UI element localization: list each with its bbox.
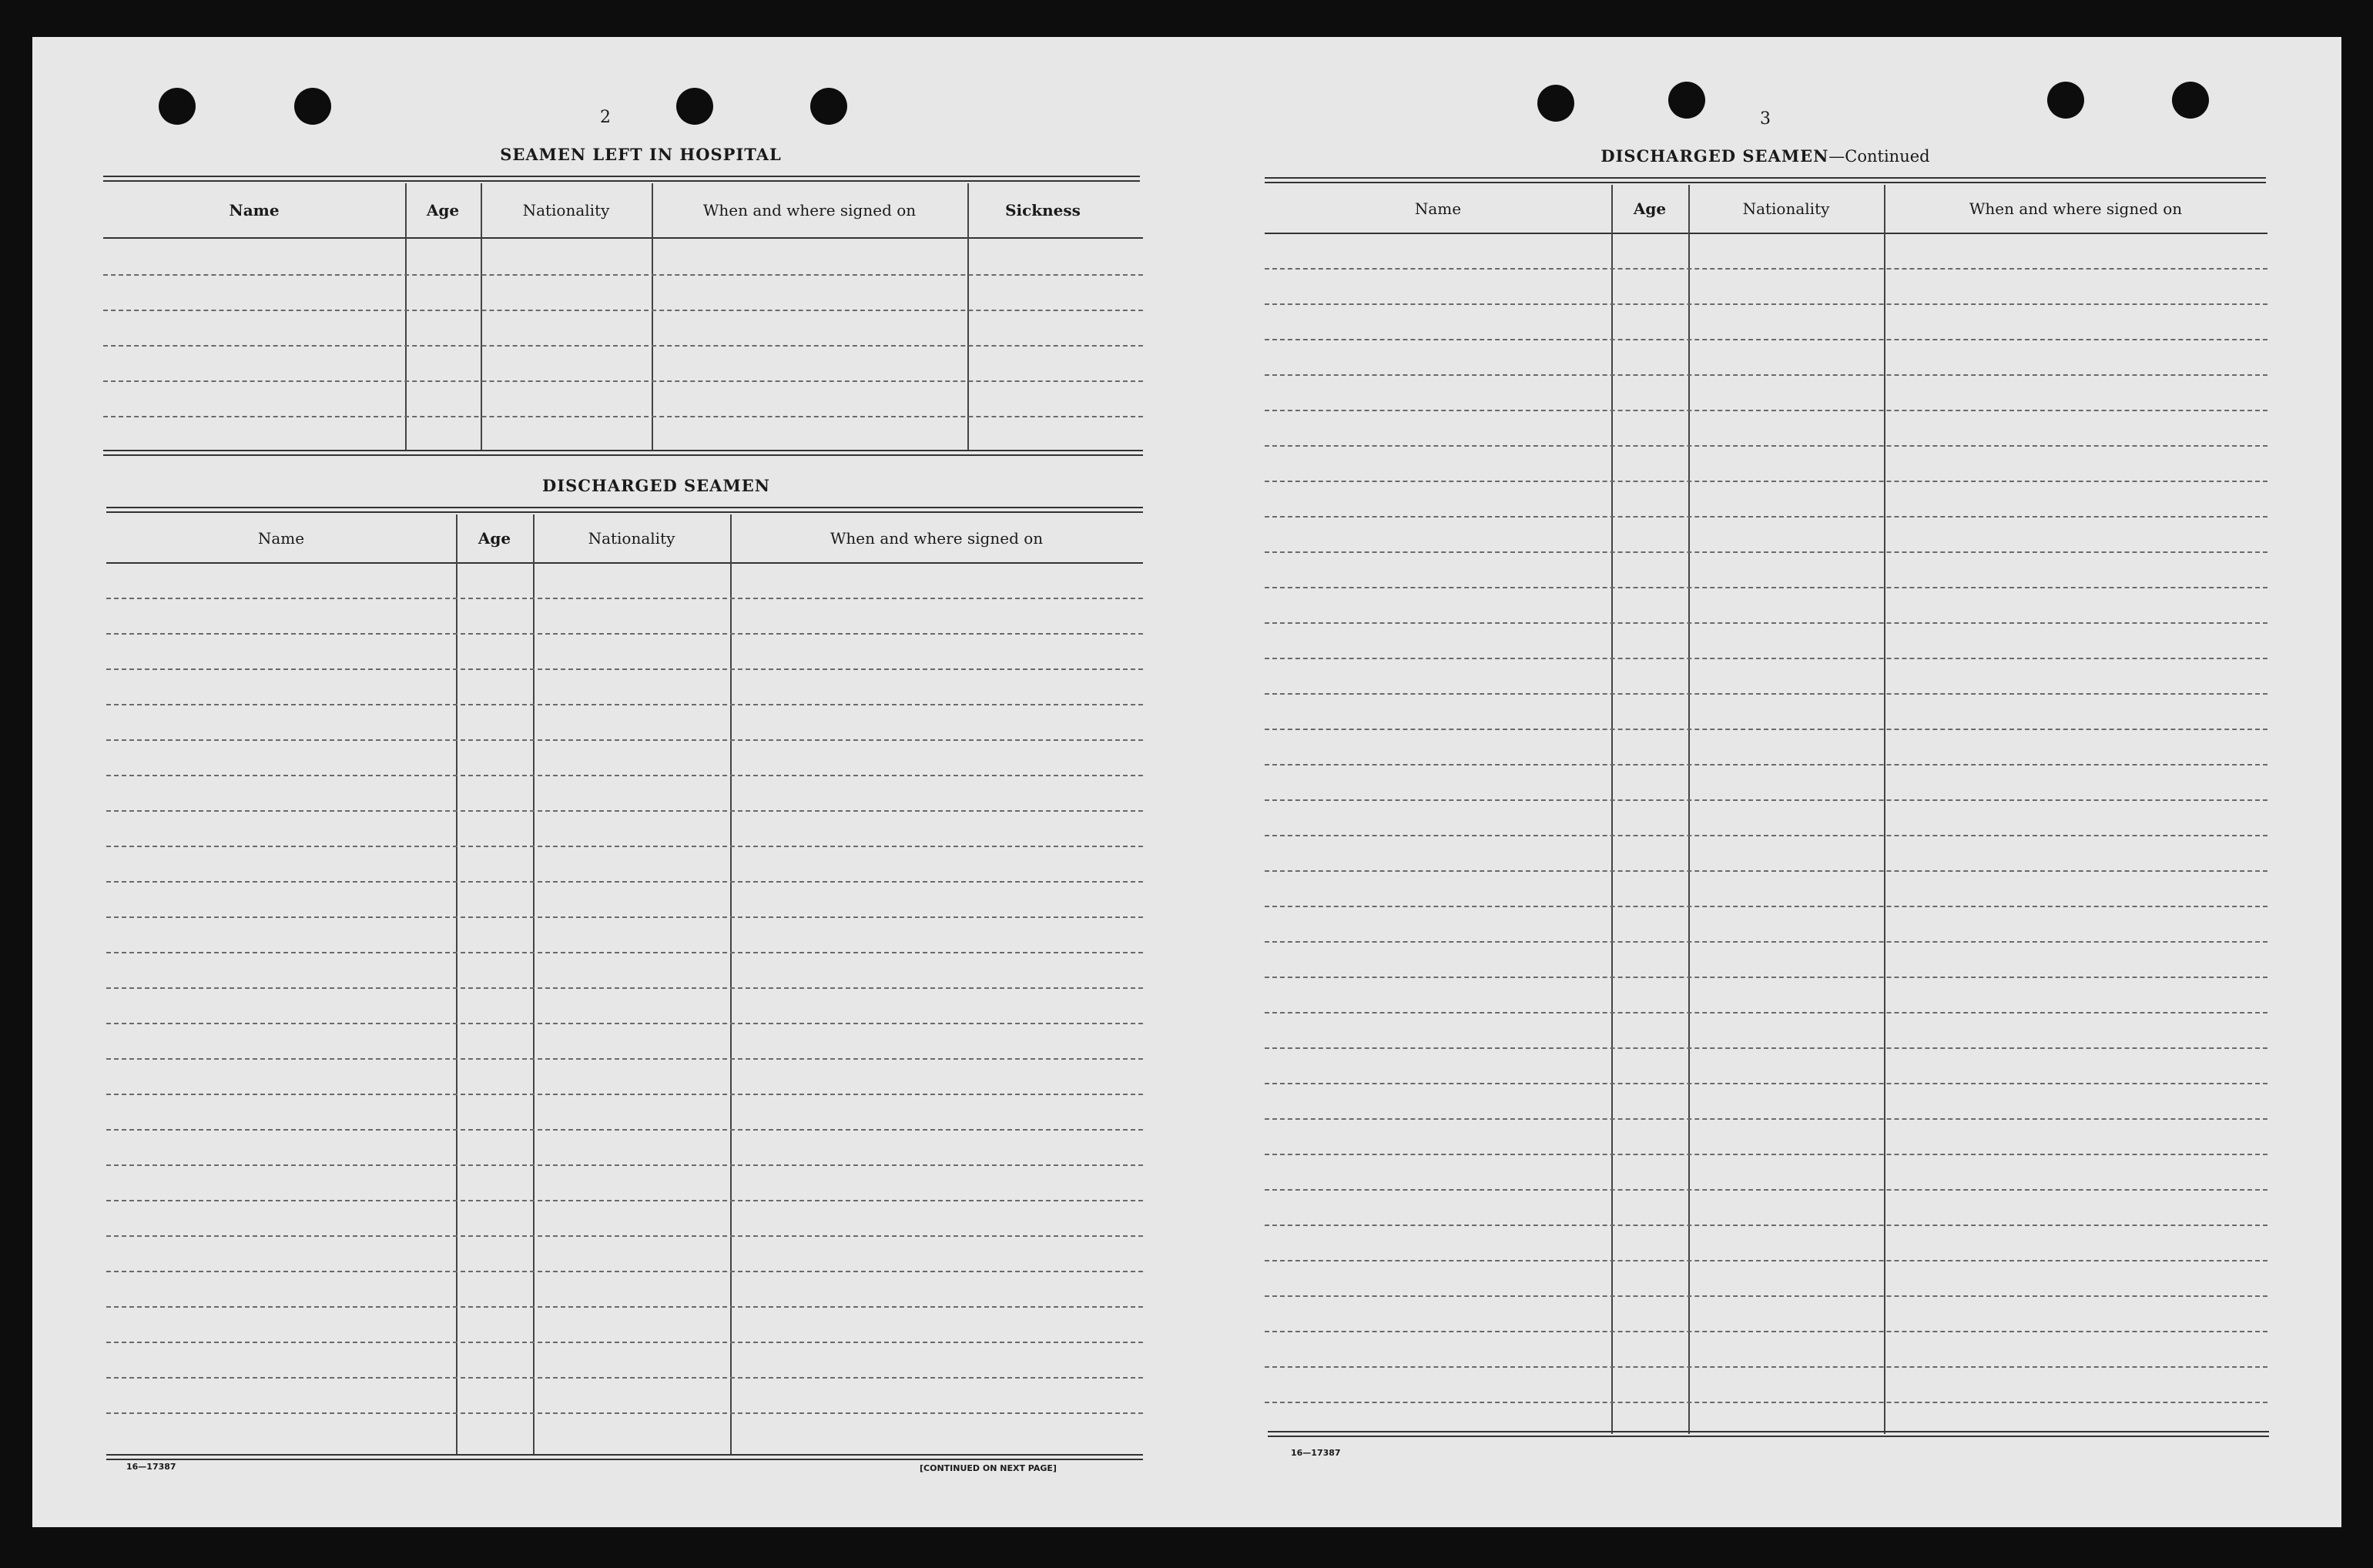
entry-line (1265, 374, 2267, 376)
discharged-table (106, 514, 1143, 1456)
entry-line (103, 380, 1143, 382)
entry-line (1265, 516, 2267, 518)
entry-line (106, 810, 1143, 812)
column-header-name: Name (1414, 199, 1462, 218)
top-rule (1265, 177, 2266, 183)
entry-line (1265, 1154, 2267, 1155)
entry-line (1265, 764, 2267, 766)
entry-line (1265, 1260, 2267, 1261)
discharged-section-title: DISCHARGED SEAMEN (542, 476, 770, 495)
column-divider (533, 514, 535, 1456)
entry-line (106, 598, 1143, 599)
entry-line (106, 1164, 1143, 1166)
column-divider (1688, 185, 1690, 1434)
entry-line (106, 1306, 1143, 1308)
column-divider (405, 183, 407, 451)
column-divider (967, 183, 969, 451)
entry-line (106, 1342, 1143, 1343)
left-page (32, 37, 1149, 1527)
discharged-bottom-rule (106, 1454, 1143, 1460)
entry-line (1265, 551, 2267, 553)
page-number: 3 (1760, 109, 1771, 129)
column-header-signed-on: When and where signed on (1969, 199, 2183, 218)
entry-line (1265, 622, 2267, 624)
entry-line (106, 952, 1143, 953)
entry-line (106, 1023, 1143, 1024)
entry-line (106, 775, 1143, 776)
entry-line (1265, 1047, 2267, 1049)
entry-line (103, 310, 1143, 311)
entry-line (106, 1094, 1143, 1095)
right-page (1188, 37, 2341, 1527)
column-header-name: Name (229, 201, 280, 219)
discharged-table-header (106, 514, 1143, 564)
entry-line (1265, 268, 2267, 270)
entry-line (103, 345, 1143, 347)
form-number: 16—17387 (126, 1462, 176, 1472)
form-number: 16—17387 (1291, 1448, 1341, 1458)
entry-line (106, 1377, 1143, 1379)
entry-line (106, 668, 1143, 670)
entry-line (1265, 303, 2267, 305)
entry-line (106, 1412, 1143, 1414)
entry-line (106, 739, 1143, 741)
discharged-continued-title (1534, 146, 1996, 166)
column-header-age: Age (1633, 199, 1667, 218)
entry-line (1265, 410, 2267, 411)
column-divider (730, 514, 732, 1456)
continued-note: [CONTINUED ON NEXT PAGE] (920, 1463, 1057, 1473)
entry-line (1265, 339, 2267, 340)
column-header-age: Age (426, 201, 460, 219)
hospital-table-header (103, 183, 1143, 239)
column-divider (1884, 185, 1885, 1434)
entry-line (106, 1129, 1143, 1131)
entry-line (106, 846, 1143, 847)
entry-line (106, 916, 1143, 918)
title-suffix: —Continued (1828, 147, 1930, 166)
discharged-continued-table (1265, 185, 2267, 1434)
entry-line (1265, 977, 2267, 978)
entry-line (1265, 658, 2267, 659)
entry-line (1265, 1331, 2267, 1332)
column-header-name: Name (257, 529, 305, 548)
column-header-signed-on: When and where signed on (830, 529, 1044, 548)
entry-line (1265, 729, 2267, 730)
entry-line (1265, 906, 2267, 907)
entry-line (103, 274, 1143, 276)
entry-line (1265, 693, 2267, 695)
entry-line (1265, 1225, 2267, 1226)
entry-line (106, 704, 1143, 705)
entry-line (1265, 445, 2267, 447)
column-header-age: Age (478, 529, 511, 548)
entry-line (106, 1235, 1143, 1237)
discharged-top-rule (106, 507, 1143, 513)
entry-line (106, 1271, 1143, 1272)
column-divider (1611, 185, 1613, 1434)
hospital-bottom-rule (103, 450, 1143, 456)
entry-line (106, 633, 1143, 635)
page-number: 2 (600, 108, 611, 127)
form-sheet (32, 37, 2341, 1527)
column-header-sickness: Sickness (1005, 201, 1081, 219)
entry-line (1265, 1083, 2267, 1084)
entry-line (1265, 1402, 2267, 1403)
entry-line (1265, 1118, 2267, 1120)
entry-line (103, 416, 1143, 417)
hospital-section-title: SEAMEN LEFT IN HOSPITAL (500, 145, 782, 164)
column-header-signed-on: When and where signed on (702, 201, 917, 219)
entry-line (106, 987, 1143, 989)
entry-line (1265, 1366, 2267, 1368)
entry-line (1265, 870, 2267, 872)
column-divider (481, 183, 482, 451)
bottom-rule (1268, 1431, 2269, 1437)
column-header-nationality: Nationality (588, 529, 675, 548)
column-divider (456, 514, 458, 1456)
title-text: DISCHARGED SEAMEN (1600, 146, 1829, 166)
column-header-nationality: Nationality (522, 201, 610, 219)
entry-line (1265, 799, 2267, 801)
entry-line (106, 1200, 1143, 1201)
entry-line (1265, 1012, 2267, 1014)
column-header-nationality: Nationality (1742, 199, 1830, 218)
entry-line (106, 881, 1143, 883)
entry-line (1265, 587, 2267, 588)
entry-line (1265, 481, 2267, 482)
entry-line (1265, 1295, 2267, 1297)
column-divider (652, 183, 653, 451)
discharged-continued-header (1265, 185, 2267, 234)
entry-line (106, 1058, 1143, 1060)
hospital-top-rule (103, 176, 1140, 182)
entry-line (1265, 941, 2267, 943)
entry-line (1265, 1189, 2267, 1191)
hospital-table (103, 183, 1143, 451)
entry-line (1265, 835, 2267, 836)
